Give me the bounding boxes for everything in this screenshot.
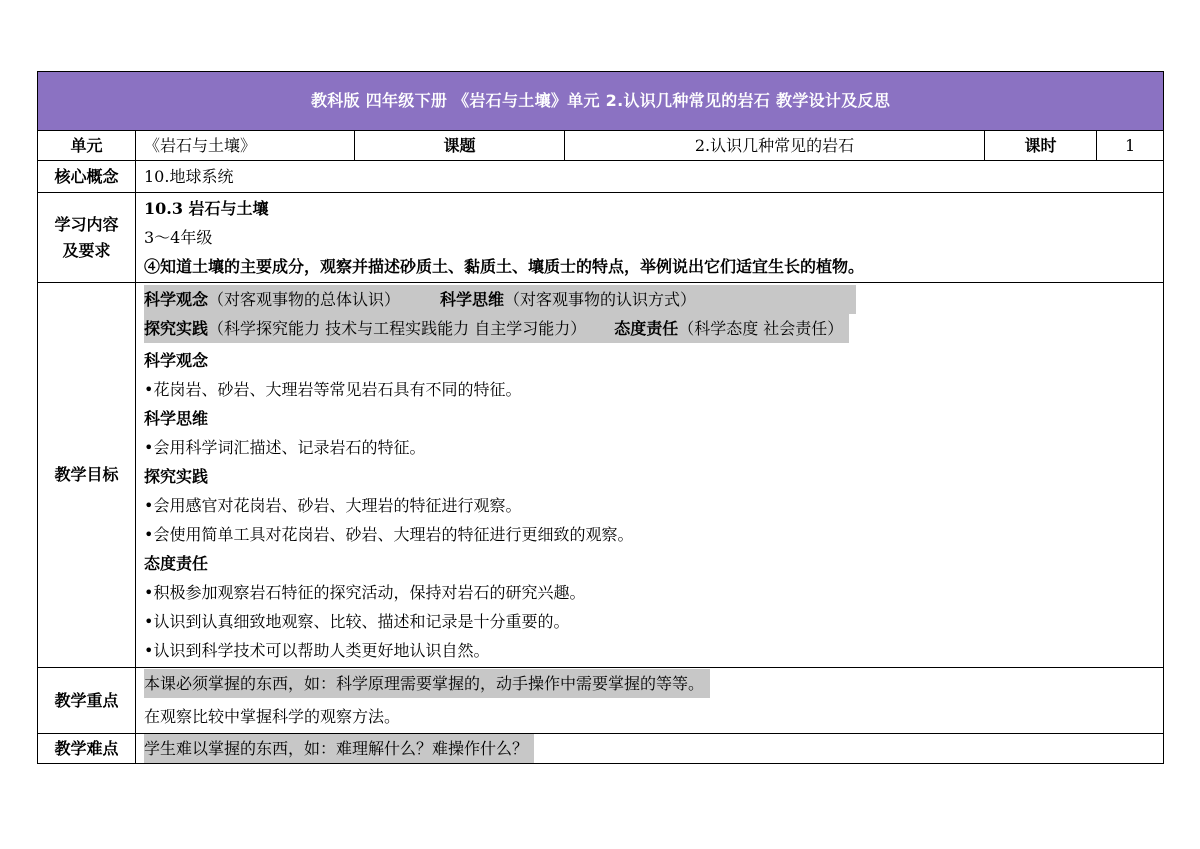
teaching-goals-inner — [136, 283, 1163, 667]
unit-label: 单元 — [38, 131, 136, 161]
difficult-points-label: 教学难点 — [38, 734, 136, 764]
goal-heading: 科学思维 — [144, 409, 209, 428]
period-label: 课时 — [985, 131, 1097, 161]
legend-science-concept: 科学观念 — [144, 290, 209, 309]
goal-item: •认识到认真细致地观察、比较、描述和记录是十分重要的。 — [144, 612, 570, 631]
key-points-inner — [136, 668, 1163, 733]
document-title: 教科版 四年级下册 《岩石与土壤》单元 2.认识几种常见的岩石 教学设计及反思 — [38, 72, 1164, 131]
goal-item: •积极参加观察岩石特征的探究活动，保持对岩石的研究兴趣。 — [144, 583, 586, 602]
legend-science-concept-desc: （对客观事物的总体认识） — [208, 290, 401, 309]
teaching-goals-label: 教学目标 — [38, 283, 136, 668]
lesson-plan-table — [37, 71, 1164, 764]
legend-attitude: 态度责任 — [614, 319, 679, 338]
teaching-goals-body — [136, 283, 1164, 668]
key-points-hint: 本课必须掌握的东西，如：科学原理需要掌握的，动手操作中需要掌握的等等。 — [144, 669, 710, 698]
content-line: ④知道土壤的主要成分，观察并描述砂质土、黏质土、壤质士的特点，举例说出它们适宜生长的植物。 — [144, 257, 865, 276]
goals-sections — [136, 345, 1163, 667]
unit-value: 《岩石与土壤》 — [136, 131, 355, 161]
legend-inquiry: 探究实践 — [144, 319, 209, 338]
goal-item: •会使用简单工具对花岗岩、砂岩、大理岩的特征进行更细致的观察。 — [144, 525, 634, 544]
goals-legend — [136, 283, 1163, 345]
key-points-value-cell — [136, 700, 1163, 733]
key-points-value: 在观察比较中掌握科学的观察方法。 — [144, 707, 401, 726]
core-concept-label: 核心概念 — [38, 161, 136, 193]
goal-heading: 态度责任 — [144, 554, 209, 573]
learning-content-label-line1: 学习内容 — [54, 214, 119, 234]
difficult-points-hint-line — [136, 734, 1163, 763]
goal-item: •认识到科学技术可以帮助人类更好地认识自然。 — [144, 641, 490, 660]
learning-content-body — [136, 193, 1164, 283]
goal-item: •会用科学词汇描述、记录岩石的特征。 — [144, 438, 426, 457]
goal-heading: 科学观念 — [144, 351, 209, 370]
core-concept-value: 10.地球系统 — [136, 161, 1164, 193]
topic-value: 2.认识几种常见的岩石 — [565, 131, 985, 161]
key-points-hint-line — [136, 669, 1163, 698]
legend-science-thinking-desc: （对客观事物的认识方式） — [504, 290, 697, 309]
legend-science-thinking: 科学思维 — [440, 290, 505, 309]
goal-item: •花岗岩、砂岩、大理岩等常见岩石具有不同的特征。 — [144, 380, 522, 399]
difficult-points-body — [136, 734, 1164, 764]
legend-line-2 — [136, 314, 1163, 343]
key-points-hint-cell — [136, 668, 1163, 700]
legend-line-1 — [136, 285, 1163, 314]
content-line: 3～4年级 — [144, 228, 213, 247]
goal-item: •会用感官对花岗岩、砂岩、大理岩的特征进行观察。 — [144, 496, 522, 515]
learning-content-label-line2: 及要求 — [62, 240, 111, 260]
legend-inquiry-desc: （科学探究能力 技术与工程实践能力 自主学习能力） — [208, 319, 587, 338]
legend-highlight-2 — [144, 314, 849, 343]
topic-label: 课题 — [355, 131, 565, 161]
goal-heading: 探究实践 — [144, 467, 209, 486]
period-value: 1 — [1097, 131, 1164, 161]
key-points-body — [136, 668, 1164, 734]
legend-attitude-desc: （科学态度 社会责任） — [678, 319, 844, 338]
difficult-points-hint: 学生难以掌握的东西，如：难理解什么？难操作什么？ — [144, 734, 534, 763]
content-line: 10.3 岩石与土壤 — [144, 199, 269, 218]
key-points-label: 教学重点 — [38, 668, 136, 734]
legend-highlight-1 — [144, 285, 856, 314]
learning-content-label — [38, 193, 136, 283]
